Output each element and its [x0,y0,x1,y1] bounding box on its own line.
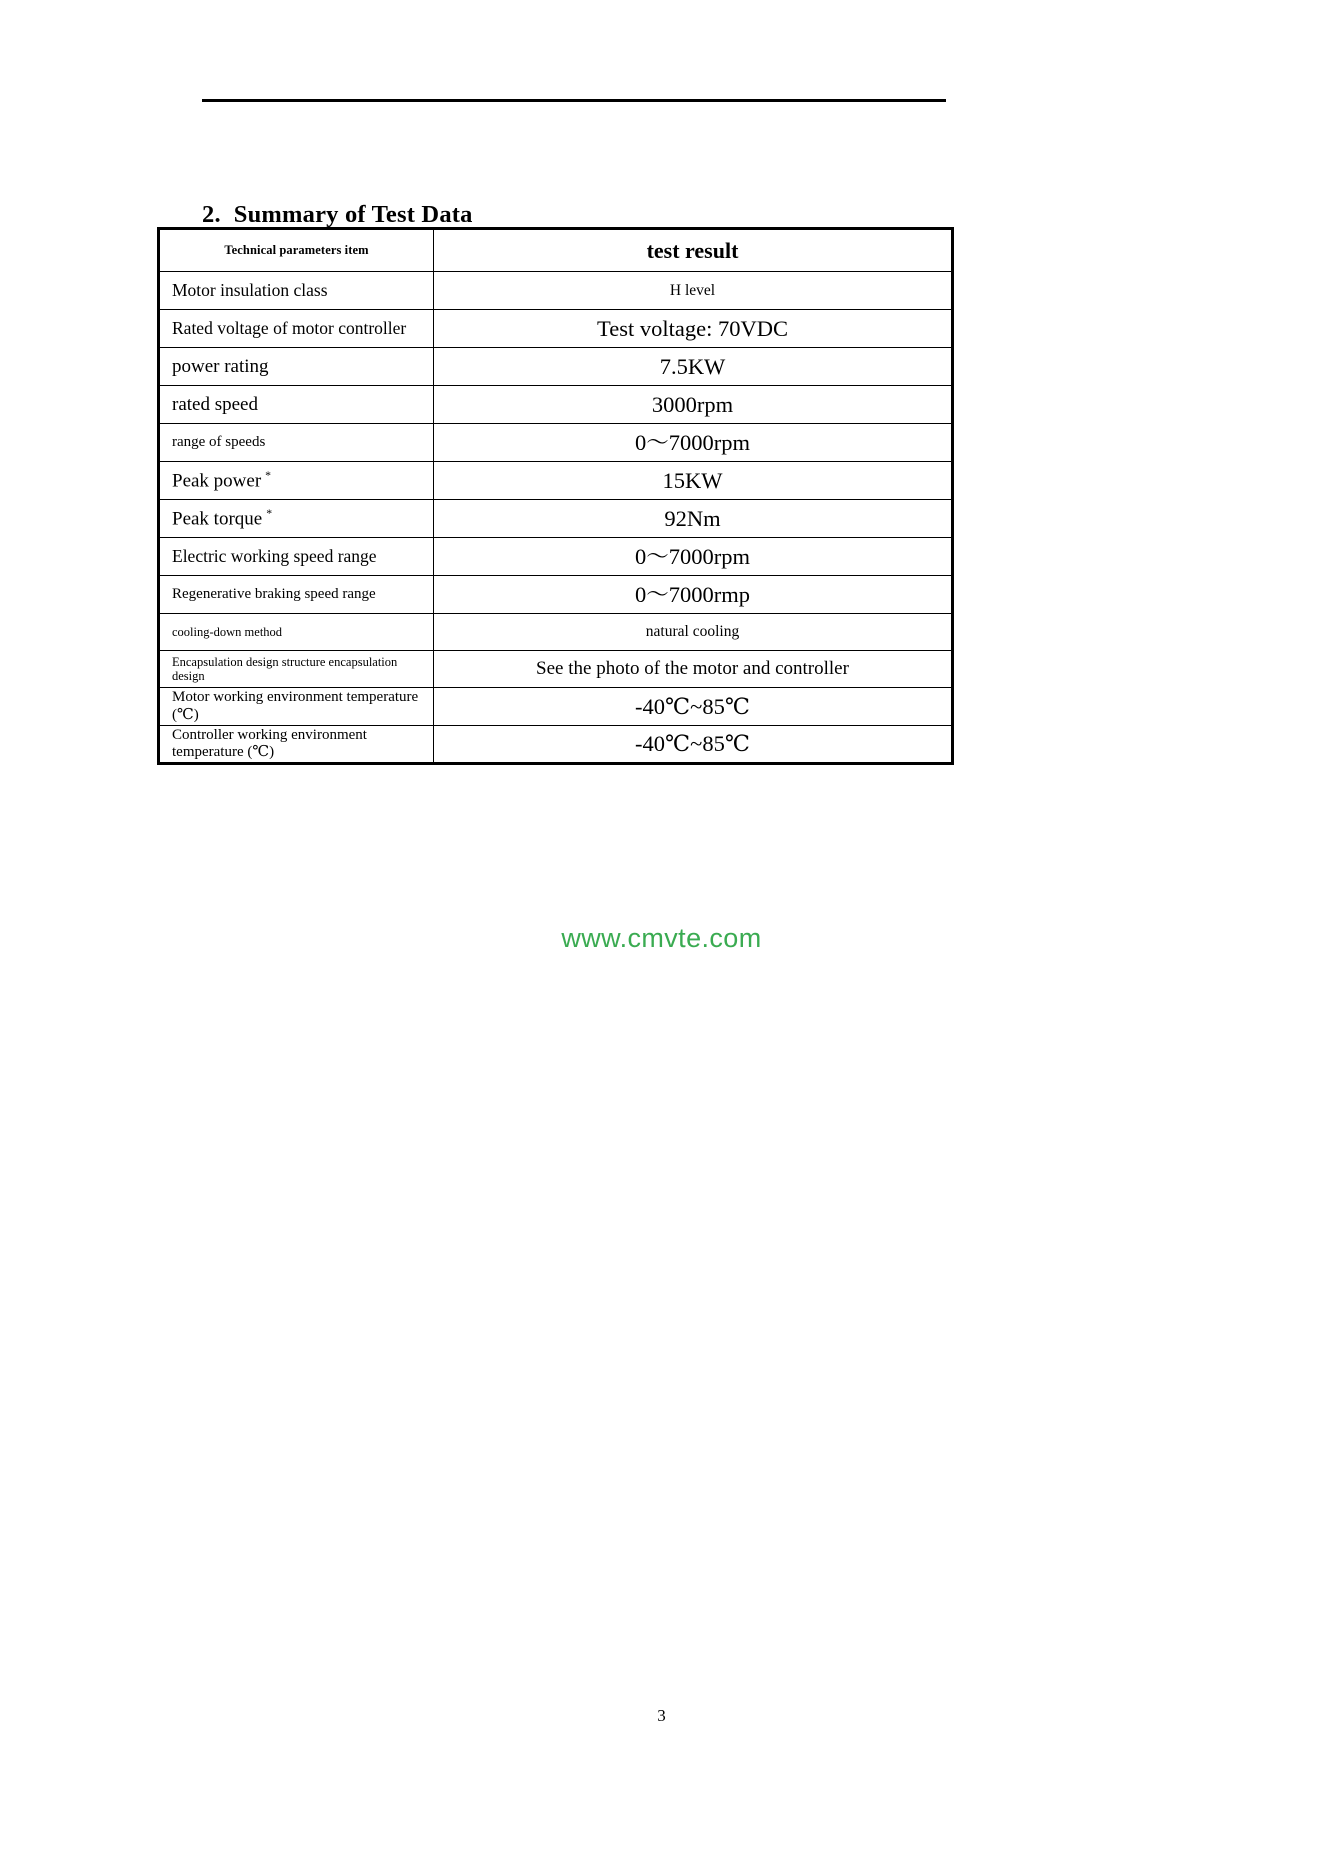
row-value-regenerative-braking-speed-range: 0～7000rmp [434,576,953,614]
header-rule [202,99,946,102]
row-value-motor-insulation-class: H level [434,272,953,310]
row-label-motor-working-temperature: Motor working environment temperature (℃) [159,688,434,726]
section-number: 2. [202,201,221,228]
row-label-rated-voltage: Rated voltage of motor controller [159,310,434,348]
row-label-motor-insulation-class: Motor insulation class [159,272,434,310]
row-value-cooling-down-method: natural cooling [434,614,953,651]
row-value-rated-speed: 3000rpm [434,386,953,424]
table-row [159,500,953,538]
row-value-peak-power: 15KW [434,462,953,500]
row-label-peak-torque-text: Peak torque [172,508,263,530]
row-value-motor-working-temperature: -40℃~85℃ [434,688,953,726]
footnote-asterisk-icon: * [265,468,272,482]
table-row [159,272,953,310]
row-value-encapsulation-design: See the photo of the motor and controller [434,651,953,688]
row-value-peak-torque: 92Nm [434,500,953,538]
row-value-controller-working-temperature: -40℃~85℃ [434,726,953,764]
page-number: 3 [657,1706,666,1725]
column-header-result: test result [434,229,953,272]
row-label-controller-working-temperature: Controller working environment temperature (℃) [159,726,434,764]
test-data-table [157,227,954,765]
page-title [202,203,473,228]
table-row [159,614,953,651]
row-value-electric-working-speed-range: 0～7000rpm [434,538,953,576]
footnote-asterisk-icon: * [266,506,273,520]
watermark-url: www.cmvte.com [561,923,762,953]
row-value-rated-voltage: Test voltage: 70VDC [434,310,953,348]
table-row [159,348,953,386]
row-label-peak-power-text: Peak power [172,470,262,492]
table-row [159,576,953,614]
row-label-power-rating: power rating [159,348,434,386]
row-label-range-of-speeds: range of speeds [159,424,434,462]
table-row [159,462,953,500]
section-title: Summary of Test Data [233,201,473,228]
row-label-encapsulation-design: Encapsulation design structure encapsulation design [159,651,434,688]
table-row [159,726,953,764]
row-label-cooling-down-method: cooling-down method [159,614,434,651]
row-label-regenerative-braking-speed-range: Regenerative braking speed range [159,576,434,614]
row-label-peak-power [159,462,434,500]
table-row [159,688,953,726]
row-label-peak-torque [159,500,434,538]
table-row [159,386,953,424]
table-row [159,310,953,348]
table-header-row [159,229,953,272]
row-label-rated-speed: rated speed [159,386,434,424]
table-row [159,538,953,576]
table-row [159,424,953,462]
row-label-electric-working-speed-range: Electric working speed range [159,538,434,576]
row-value-range-of-speeds: 0～7000rpm [434,424,953,462]
column-header-parameter: Technical parameters item [159,229,434,272]
table-row [159,651,953,688]
row-value-power-rating: 7.5KW [434,348,953,386]
